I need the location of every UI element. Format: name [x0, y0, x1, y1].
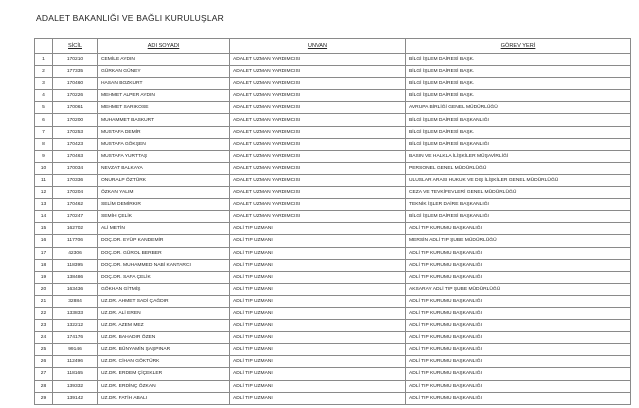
cell-no: 28 — [35, 380, 53, 392]
cell-no: 15 — [35, 223, 53, 235]
cell-duty: ADLİ TIP KURUMU BAŞKANLIĞI — [406, 320, 631, 332]
cell-sicil: 42306 — [53, 247, 98, 259]
cell-title: ADALET UZMAN YARDIMCISI — [230, 174, 406, 186]
cell-duty: MERSİN ADLİ TIP ŞUBE MÜDÜRLÜĞÜ — [406, 235, 631, 247]
cell-duty: PERSONEL GENEL MÜDÜRLÜĞÜ — [406, 162, 631, 174]
cell-duty: TEKNİK İŞLER DAİRE BAŞKANLIĞI — [406, 199, 631, 211]
cell-no: 12 — [35, 187, 53, 199]
cell-title: ADALET UZMAN YARDIMCISI — [230, 90, 406, 102]
cell-title: ADALET UZMAN YARDIMCISI — [230, 199, 406, 211]
cell-name: GÖKHAN GİTMİŞ — [98, 283, 230, 295]
cell-no: 21 — [35, 295, 53, 307]
cell-no: 5 — [35, 102, 53, 114]
cell-sicil: 99146 — [53, 344, 98, 356]
header-name: ADI SOYADI — [98, 39, 230, 54]
cell-sicil: 138486 — [53, 271, 98, 283]
cell-no: 16 — [35, 235, 53, 247]
cell-duty: BİLGİ İŞLEM DAİRESİ BAŞK. — [406, 66, 631, 78]
table-row — [35, 162, 631, 174]
cell-sicil: 170200 — [53, 114, 98, 126]
cell-name: MUSTAFA YURTTAŞ — [98, 150, 230, 162]
table-row — [35, 54, 631, 66]
table-row — [35, 66, 631, 78]
cell-duty: BİLGİ İŞLEM DAİRESİ BAŞK. — [406, 78, 631, 90]
cell-sicil: 112496 — [53, 356, 98, 368]
cell-sicil: 118395 — [53, 259, 98, 271]
table-row — [35, 247, 631, 259]
cell-sicil: 170034 — [53, 162, 98, 174]
cell-duty: ADLİ TIP KURUMU BAŞKANLIĞI — [406, 259, 631, 271]
header-sicil: SİCİL — [53, 39, 98, 54]
cell-duty: CEZA VE TEVKİFEVLERİ GENEL MÜDÜRLÜĞÜ — [406, 187, 631, 199]
cell-no: 7 — [35, 126, 53, 138]
personnel-table — [34, 38, 631, 405]
cell-title: ADLİ TIP UZMANI — [230, 307, 406, 319]
table-row — [35, 332, 631, 344]
cell-title: ADLİ TIP UZMANI — [230, 356, 406, 368]
cell-no: 20 — [35, 283, 53, 295]
cell-sicil: 118165 — [53, 368, 98, 380]
cell-duty: BASIN VE HALKLA İLİŞKİLER MÜŞAVİRLİĞİ — [406, 150, 631, 162]
cell-no: 24 — [35, 332, 53, 344]
cell-duty: BİLGİ İŞLEM DAİRESİ BAŞK. — [406, 54, 631, 66]
table-row — [35, 211, 631, 223]
table-row — [35, 392, 631, 404]
cell-title: ADLİ TIP UZMANI — [230, 271, 406, 283]
cell-duty: BİLGİ İŞLEM DAİRESİ BAŞKANLIĞI — [406, 138, 631, 150]
cell-no: 22 — [35, 307, 53, 319]
cell-no: 11 — [35, 174, 53, 186]
cell-duty: AVRUPA BİRLİĞİ GENEL MÜDÜRLÜĞÜ — [406, 102, 631, 114]
table-row — [35, 199, 631, 211]
cell-duty: ULUSLAR ARASI HUKUK VE DIŞ İLİŞKİLER GENEL MÜDÜRLÜĞÜ — [406, 174, 631, 186]
cell-duty: AKSARAY ADLİ TIP ŞUBE MÜDÜRLÜĞÜ — [406, 283, 631, 295]
cell-sicil: 117706 — [53, 235, 98, 247]
cell-duty: ADLİ TIP KURUMU BAŞKANLIĞI — [406, 271, 631, 283]
cell-no: 4 — [35, 90, 53, 102]
cell-sicil: 133833 — [53, 307, 98, 319]
cell-name: UZ.DR. CİHAN GÖKTÜRK — [98, 356, 230, 368]
cell-sicil: 174176 — [53, 332, 98, 344]
cell-name: MEHMET SARIKOSE — [98, 102, 230, 114]
cell-name: DOÇ.DR. GÜROL BERBER — [98, 247, 230, 259]
table-row — [35, 150, 631, 162]
table-row — [35, 102, 631, 114]
cell-name: MEHMET ALPER AYDIN — [98, 90, 230, 102]
cell-no: 17 — [35, 247, 53, 259]
cell-duty: ADLİ TIP KURUMU BAŞKANLIĞI — [406, 332, 631, 344]
cell-name: SEMİH ÇELİK — [98, 211, 230, 223]
cell-name: SELİM DEMİRKIR — [98, 199, 230, 211]
cell-no: 29 — [35, 392, 53, 404]
cell-name: UZ.DR. ERDEM ÇİÇEKLER — [98, 368, 230, 380]
cell-sicil: 177335 — [53, 66, 98, 78]
cell-title: ADALET UZMAN YARDIMCISI — [230, 102, 406, 114]
table-row — [35, 259, 631, 271]
cell-title: ADALET UZMAN YARDIMCISI — [230, 66, 406, 78]
cell-title: ADLİ TIP UZMANI — [230, 259, 406, 271]
table-row — [35, 78, 631, 90]
cell-name: UZ.DR. ERDİNÇ ÖZKAN — [98, 380, 230, 392]
cell-duty: ADLİ TIP KURUMU BAŞKANLIĞI — [406, 295, 631, 307]
cell-duty: ADLİ TIP KURUMU BAŞKANLIĞI — [406, 223, 631, 235]
cell-title: ADALET UZMAN YARDIMCISI — [230, 54, 406, 66]
cell-title: ADLİ TIP UZMANI — [230, 235, 406, 247]
cell-title: ADLİ TIP UZMANI — [230, 247, 406, 259]
cell-duty: BİLGİ İŞLEM DAİRESİ BAŞKANLIĞI — [406, 211, 631, 223]
cell-title: ADLİ TIP UZMANI — [230, 223, 406, 235]
cell-title: ADALET UZMAN YARDIMCISI — [230, 187, 406, 199]
cell-no: 25 — [35, 344, 53, 356]
cell-title: ADLİ TIP UZMANI — [230, 392, 406, 404]
cell-duty: ADLİ TIP KURUMU BAŞKANLIĞI — [406, 307, 631, 319]
cell-no: 19 — [35, 271, 53, 283]
cell-name: NEVZAT BALKAYA — [98, 162, 230, 174]
cell-name: UZ.DR. AHMET SADİ ÇAĞDIR — [98, 295, 230, 307]
cell-title: ADALET UZMAN YARDIMCISI — [230, 150, 406, 162]
cell-name: HASAN BOZKURT — [98, 78, 230, 90]
table-row — [35, 295, 631, 307]
cell-sicil: 162702 — [53, 223, 98, 235]
table-row — [35, 271, 631, 283]
cell-name: UZ.DR. BAHADIR ÖZEN — [98, 332, 230, 344]
cell-no: 1 — [35, 54, 53, 66]
cell-duty: ADLİ TIP KURUMU BAŞKANLIĞI — [406, 247, 631, 259]
cell-sicil: 170336 — [53, 174, 98, 186]
table-row — [35, 174, 631, 186]
cell-duty: ADLİ TIP KURUMU BAŞKANLIĞI — [406, 368, 631, 380]
cell-sicil: 170247 — [53, 211, 98, 223]
table-row — [35, 356, 631, 368]
table-row — [35, 126, 631, 138]
cell-name: MUHAMMET BASKURT — [98, 114, 230, 126]
cell-sicil: 170210 — [53, 54, 98, 66]
cell-sicil: 170204 — [53, 187, 98, 199]
cell-no: 9 — [35, 150, 53, 162]
cell-sicil: 170463 — [53, 150, 98, 162]
table-row — [35, 380, 631, 392]
table-row — [35, 138, 631, 150]
cell-sicil: 132212 — [53, 320, 98, 332]
cell-title: ADALET UZMAN YARDIMCISI — [230, 114, 406, 126]
cell-title: ADLİ TIP UZMANI — [230, 344, 406, 356]
table-row — [35, 307, 631, 319]
cell-name: UZ.DR. FATİH ABALI — [98, 392, 230, 404]
cell-no: 8 — [35, 138, 53, 150]
cell-name: DOÇ.DR. EYÜP KANDEMİR — [98, 235, 230, 247]
cell-title: ADLİ TIP UZMANI — [230, 320, 406, 332]
cell-title: ADLİ TIP UZMANI — [230, 332, 406, 344]
cell-no: 27 — [35, 368, 53, 380]
header-title: UNVAN — [230, 39, 406, 54]
cell-no: 10 — [35, 162, 53, 174]
page-title: ADALET BAKANLIĞI VE BAĞLI KURULUŞLAR — [36, 13, 224, 23]
header-duty: GÖREV YERİ — [406, 39, 631, 54]
cell-duty: ADLİ TIP KURUMU BAŞKANLIĞI — [406, 356, 631, 368]
cell-no: 13 — [35, 199, 53, 211]
cell-name: CEMİLE AYDIN — [98, 54, 230, 66]
cell-no: 3 — [35, 78, 53, 90]
cell-sicil: 170462 — [53, 199, 98, 211]
cell-title: ADLİ TIP UZMANI — [230, 283, 406, 295]
cell-name: ALİ METİN — [98, 223, 230, 235]
table-row — [35, 90, 631, 102]
table-row — [35, 187, 631, 199]
cell-sicil: 170423 — [53, 138, 98, 150]
cell-duty: BİLGİ İŞLEM DAİRESİ BAŞK. — [406, 126, 631, 138]
cell-title: ADALET UZMAN YARDIMCISI — [230, 211, 406, 223]
cell-title: ADLİ TIP UZMANI — [230, 368, 406, 380]
cell-sicil: 32884 — [53, 295, 98, 307]
cell-name: ONURALP ÖZTÜRK — [98, 174, 230, 186]
table-row — [35, 283, 631, 295]
cell-sicil: 170226 — [53, 90, 98, 102]
cell-no: 6 — [35, 114, 53, 126]
cell-title: ADALET UZMAN YARDIMCISI — [230, 126, 406, 138]
cell-title: ADALET UZMAN YARDIMCISI — [230, 78, 406, 90]
cell-duty: BİLGİ İŞLEM DAİRESİ BAŞK. — [406, 90, 631, 102]
cell-name: UZ.DR. AZEM MEZ — [98, 320, 230, 332]
table-row — [35, 114, 631, 126]
header-row — [35, 39, 631, 54]
table-row — [35, 344, 631, 356]
cell-name: GÜRKAN GÜNEY — [98, 66, 230, 78]
table-row — [35, 320, 631, 332]
cell-name: UZ.DR. ALİ EREN — [98, 307, 230, 319]
cell-no: 14 — [35, 211, 53, 223]
cell-sicil: 163436 — [53, 283, 98, 295]
cell-duty: BİLGİ İŞLEM DAİRESİ BAŞKANLIĞI — [406, 114, 631, 126]
cell-name: MUSTAFA GÖKŞEN — [98, 138, 230, 150]
cell-title: ADALET UZMAN YARDIMCISI — [230, 162, 406, 174]
cell-name: MUSTAFA DEMİR — [98, 126, 230, 138]
cell-sicil: 139142 — [53, 392, 98, 404]
table-row — [35, 235, 631, 247]
cell-name: DOÇ.DR. SAFA ÇELİK — [98, 271, 230, 283]
cell-name: UZ.DR. BÜNYAMİN ŞAŞPINAR — [98, 344, 230, 356]
cell-no: 23 — [35, 320, 53, 332]
cell-duty: ADLİ TIP KURUMU BAŞKANLIĞI — [406, 344, 631, 356]
cell-sicil: 170460 — [53, 78, 98, 90]
table-row — [35, 368, 631, 380]
cell-no: 26 — [35, 356, 53, 368]
header-no — [35, 39, 53, 54]
cell-title: ADLİ TIP UZMANI — [230, 380, 406, 392]
cell-sicil: 139332 — [53, 380, 98, 392]
cell-sicil: 170061 — [53, 102, 98, 114]
cell-title: ADALET UZMAN YARDIMCISI — [230, 138, 406, 150]
table-row — [35, 223, 631, 235]
cell-duty: ADLİ TIP KURUMU BAŞKANLIĞI — [406, 380, 631, 392]
cell-no: 18 — [35, 259, 53, 271]
cell-duty: ADLİ TIP KURUMU BAŞKANLIĞI — [406, 392, 631, 404]
cell-name: DOÇ.DR. MUHAMMED NABİ KANTARCI — [98, 259, 230, 271]
cell-name: ÖZKAN YALIM — [98, 187, 230, 199]
cell-sicil: 170253 — [53, 126, 98, 138]
cell-no: 2 — [35, 66, 53, 78]
cell-title: ADLİ TIP UZMANI — [230, 295, 406, 307]
